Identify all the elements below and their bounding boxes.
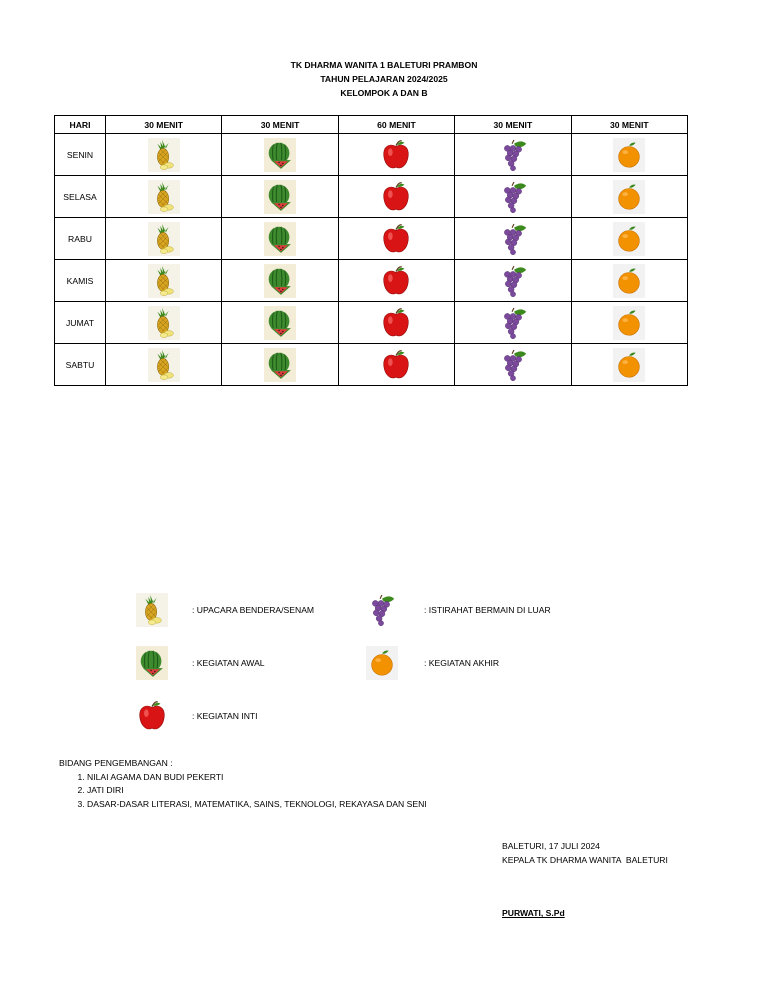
table-row [55,344,688,386]
development-areas-list [59,771,427,812]
grapes-icon [497,180,529,214]
apple-icon [380,306,412,340]
table-row [55,260,688,302]
activity-cell [455,260,571,302]
table-row [55,176,688,218]
activity-cell [571,344,687,386]
grapes-icon [497,138,529,172]
column-header: 30 MENIT [455,116,571,134]
orange-icon [362,646,402,685]
academic-year: TAHUN PELAJARAN 2024/2025 [320,74,448,84]
list-item: 2. JATI DIRI [87,784,427,798]
table-row [55,302,688,344]
column-header: 30 MENIT [106,116,222,134]
activity-cell [338,260,454,302]
activity-cell [338,344,454,386]
activity-cell [222,134,338,176]
orange-icon [609,264,649,298]
day-cell: KAMIS [55,260,106,302]
apple-icon [380,180,412,214]
signer-position: KEPALA TK DHARMA WANITA BALETURI [502,855,668,865]
watermelon-icon [264,180,296,214]
day-cell: SENIN [55,134,106,176]
activity-cell [106,134,222,176]
orange-icon [609,180,649,214]
grapes-icon [497,348,529,382]
apple-icon [380,138,412,172]
activity-cell [455,176,571,218]
watermelon-icon [136,646,168,685]
day-cell: JUMAT [55,302,106,344]
legend-label-watermelon: : KEGIATAN AWAL [192,658,265,668]
activity-cell [571,260,687,302]
orange-icon [609,306,649,340]
activity-cell [571,302,687,344]
day-cell: SABTU [55,344,106,386]
activity-cell [338,218,454,260]
apple-icon [380,222,412,256]
activity-cell [222,176,338,218]
watermelon-icon [264,348,296,382]
orange-icon [609,138,649,172]
place-date: BALETURI, 17 JULI 2024 [502,841,600,851]
apple-icon [136,698,168,739]
activity-cell [106,218,222,260]
table-row [55,218,688,260]
table-header-row [55,116,688,134]
activity-cell [455,218,571,260]
watermelon-icon [264,222,296,256]
activity-cell [571,134,687,176]
legend-label-orange: : KEGIATAN AKHIR [424,658,500,668]
pineapple-icon [148,306,180,340]
apple-icon [380,264,412,298]
column-header: 30 MENIT [571,116,687,134]
activity-cell [106,302,222,344]
pineapple-icon [148,264,180,298]
activity-cell [455,344,571,386]
watermelon-icon [264,138,296,172]
pineapple-icon [136,593,168,632]
activity-cell [571,218,687,260]
activity-cell [222,218,338,260]
list-item: 1. NILAI AGAMA DAN BUDI PEKERTI [87,771,427,785]
activity-cell [455,302,571,344]
signature-block [502,839,668,867]
watermelon-icon [264,306,296,340]
activity-cell [455,134,571,176]
activity-cell [106,176,222,218]
development-areas [59,757,427,811]
column-header: 60 MENIT [338,116,454,134]
pineapple-icon [148,348,180,382]
apple-icon [380,348,412,382]
activity-cell [222,344,338,386]
legend-label-apple: : KEGIATAN INTI [192,711,258,721]
group-label: KELOMPOK A DAN B [340,88,428,98]
activity-cell [338,302,454,344]
grapes-icon [497,306,529,340]
development-areas-title: BIDANG PENGEMBANGAN : [59,758,173,768]
grapes-icon [497,264,529,298]
activity-cell [338,134,454,176]
watermelon-icon [264,264,296,298]
pineapple-icon [148,180,180,214]
schedule-table [54,115,688,386]
signer-name: PURWATI, S.Pd [502,908,565,918]
activity-cell [338,176,454,218]
day-cell: RABU [55,218,106,260]
list-item: 3. DASAR-DASAR LITERASI, MATEMATIKA, SAINS, TEKNOLOGI, REKAYASA DAN SENI [87,798,427,812]
pineapple-icon [148,138,180,172]
document-header [0,58,768,100]
pineapple-icon [148,222,180,256]
activity-cell [571,176,687,218]
table-row [55,134,688,176]
orange-icon [609,222,649,256]
day-cell: SELASA [55,176,106,218]
column-header: 30 MENIT [222,116,338,134]
activity-cell [222,302,338,344]
legend-label-pineapple: : UPACARA BENDERA/SENAM [192,605,315,615]
activity-cell [106,344,222,386]
grapes-icon [497,222,529,256]
legend-label-grapes: : ISTIRAHAT BERMAIN DI LUAR [424,605,551,615]
activity-cell [106,260,222,302]
activity-cell [222,260,338,302]
grapes-icon [365,593,397,632]
orange-icon [609,348,649,382]
column-header: HARI [55,116,106,134]
school-name: TK DHARMA WANITA 1 BALETURI PRAMBON [290,60,478,70]
